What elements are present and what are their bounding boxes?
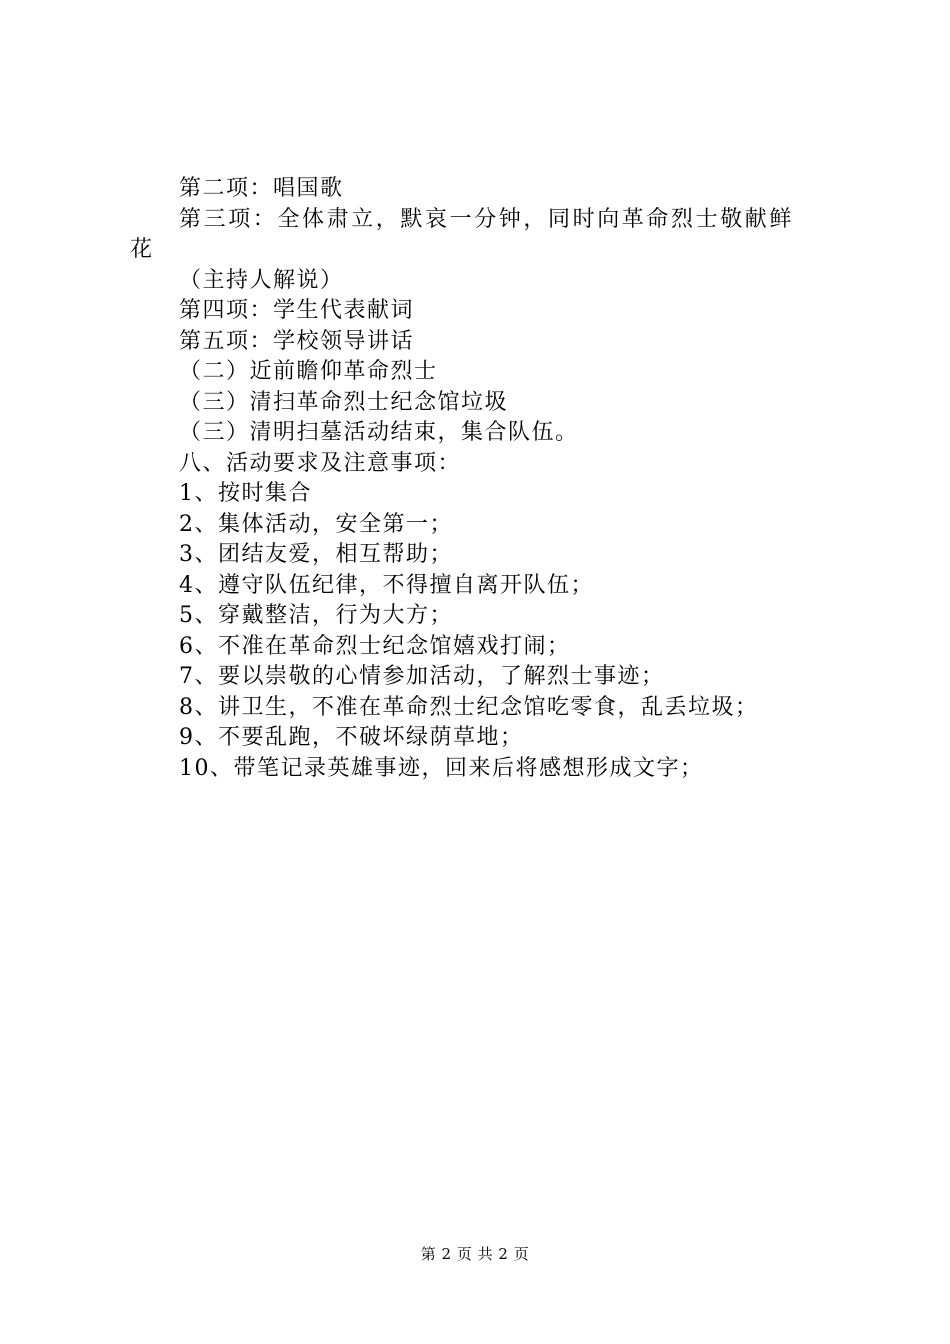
text-line: 第五项：学校领导讲话: [179, 328, 415, 354]
text-line: （三）清明扫墓活动结束，集合队伍。: [179, 420, 579, 445]
text-line: （三）清扫革命烈士纪念馆垃圾: [179, 389, 509, 415]
list-item: 8、讲卫生，不准在革命烈士纪念馆吃零食，乱丢垃圾；: [179, 694, 759, 720]
list-item: 10、带笔记录英雄事迹，回来后将感想形成文字；: [179, 755, 704, 781]
list-item: 7、要以崇敬的心情参加活动，了解烈士事迹；: [179, 664, 665, 689]
page-footer: [0, 1243, 950, 1264]
list-item: 4、遵守队伍纪律，不得擅自离开队伍；: [179, 572, 594, 598]
text-line: 第三项：全体肃立，默哀一分钟，同时向革命烈士敬献鲜: [179, 206, 795, 232]
text-line: 第二项：唱国歌: [179, 176, 344, 201]
text-line: 第四项：学生代表献词: [179, 298, 415, 323]
list-item: 3、团结友爱，相互帮助；: [179, 542, 453, 567]
document-body: [130, 174, 830, 784]
page-number: 第 2 页 共 2 页: [420, 1245, 530, 1263]
list-item: 2、集体活动，安全第一；: [179, 511, 453, 537]
section-heading: 八、活动要求及注意事项：: [179, 450, 462, 476]
list-item: 6、不准在革命烈士纪念馆嬉戏打闹；: [179, 633, 571, 659]
list-item: 9、不要乱跑，不破坏绿荫草地；: [179, 725, 524, 750]
text-line: （主持人解说）: [179, 267, 344, 293]
list-item: 1、按时集合: [179, 481, 312, 506]
list-item: 5、穿戴整洁，行为大方；: [179, 603, 453, 628]
text-line: （二）近前瞻仰革命烈士: [179, 359, 438, 384]
text-line: 花: [130, 237, 154, 262]
